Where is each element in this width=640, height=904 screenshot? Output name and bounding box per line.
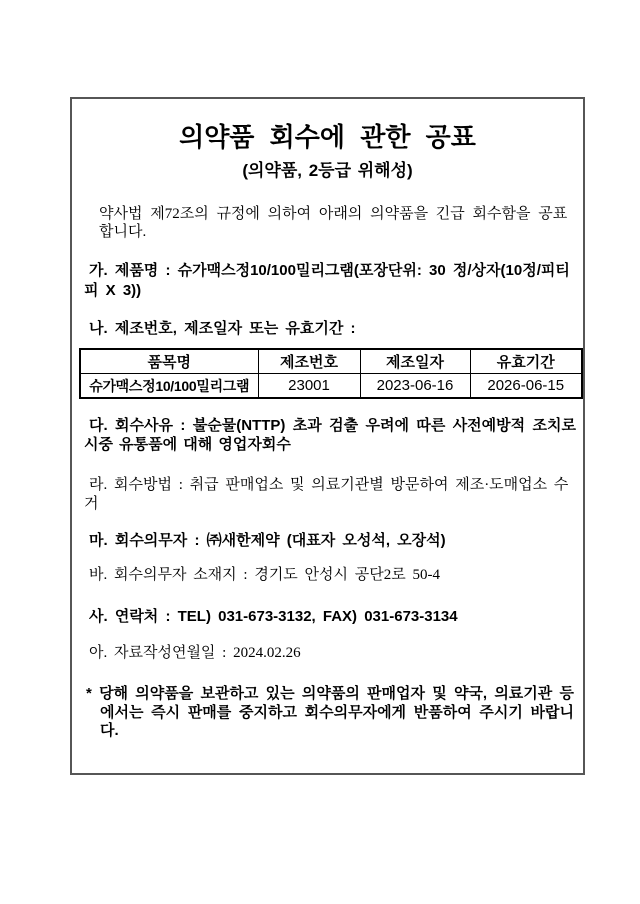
cell-expiry-date: 2026-06-15 <box>470 374 582 398</box>
lot-table-header-row <box>80 349 582 374</box>
lot-table <box>79 348 583 399</box>
document-subtitle: (의약품, 2등급 위해성) <box>242 161 413 181</box>
item-lot-label: 나. 제조번호, 제조일자 또는 유효기간 : <box>89 320 356 338</box>
item-date-prepared: 아. 자료작성연월일 : 2024.02.26 <box>89 645 301 662</box>
recall-notice-box <box>70 97 585 775</box>
item-obligor-address: 바. 회수의무자 소재지 : 경기도 안성시 공단2로 50-4 <box>89 567 440 584</box>
cell-lot-number: 23001 <box>258 374 360 398</box>
lot-table-data-row <box>80 374 582 398</box>
item-recall-method: 라. 회수방법 : 취급 판매업소 및 의료기관별 방문하여 제조·도매업소 수거 <box>84 476 569 513</box>
cell-manufacture-date: 2023-06-16 <box>360 374 470 398</box>
header-lot-number: 제조번호 <box>258 349 360 374</box>
header-expiry-date: 유효기간 <box>470 349 582 374</box>
header-manufacture-date: 제조일자 <box>360 349 470 374</box>
item-recall-reason: 다. 회수사유 : 불순물(NTTP) 초과 검출 우려에 따른 사전예방적 조치로 시중 유통품에 대해 영업자회수 <box>84 416 576 454</box>
cell-product-name: 슈가맥스정10/100밀리그램 <box>80 374 258 398</box>
item-recall-obligor: 마. 회수의무자 : ㈜새한제약 (대표자 오성석, 오장석) <box>89 531 446 549</box>
note-return-instruction: * 당해 의약품을 보관하고 있는 의약품의 판매업자 및 약국, 의료기관 등에서는 즉시 판매를 중지하고 회수의무자에게 반품하여 주시기 바랍니다. <box>86 684 574 740</box>
header-product-name: 품목명 <box>80 349 258 374</box>
document-title: 의약품 회수에 관한 공표 <box>179 122 476 152</box>
item-product-name: 가. 제품명 : 슈가맥스정10/100밀리그램(포장단위: 30 정/상자(10정/피티피 X 3)) <box>84 262 570 299</box>
item-contact: 사. 연락처 : TEL) 031-673-3132, FAX) 031-673-3134 <box>89 607 458 625</box>
intro-paragraph: 약사법 제72조의 규정에 의하여 아래의 의약품을 긴급 회수함을 공표합니다. <box>99 206 568 241</box>
